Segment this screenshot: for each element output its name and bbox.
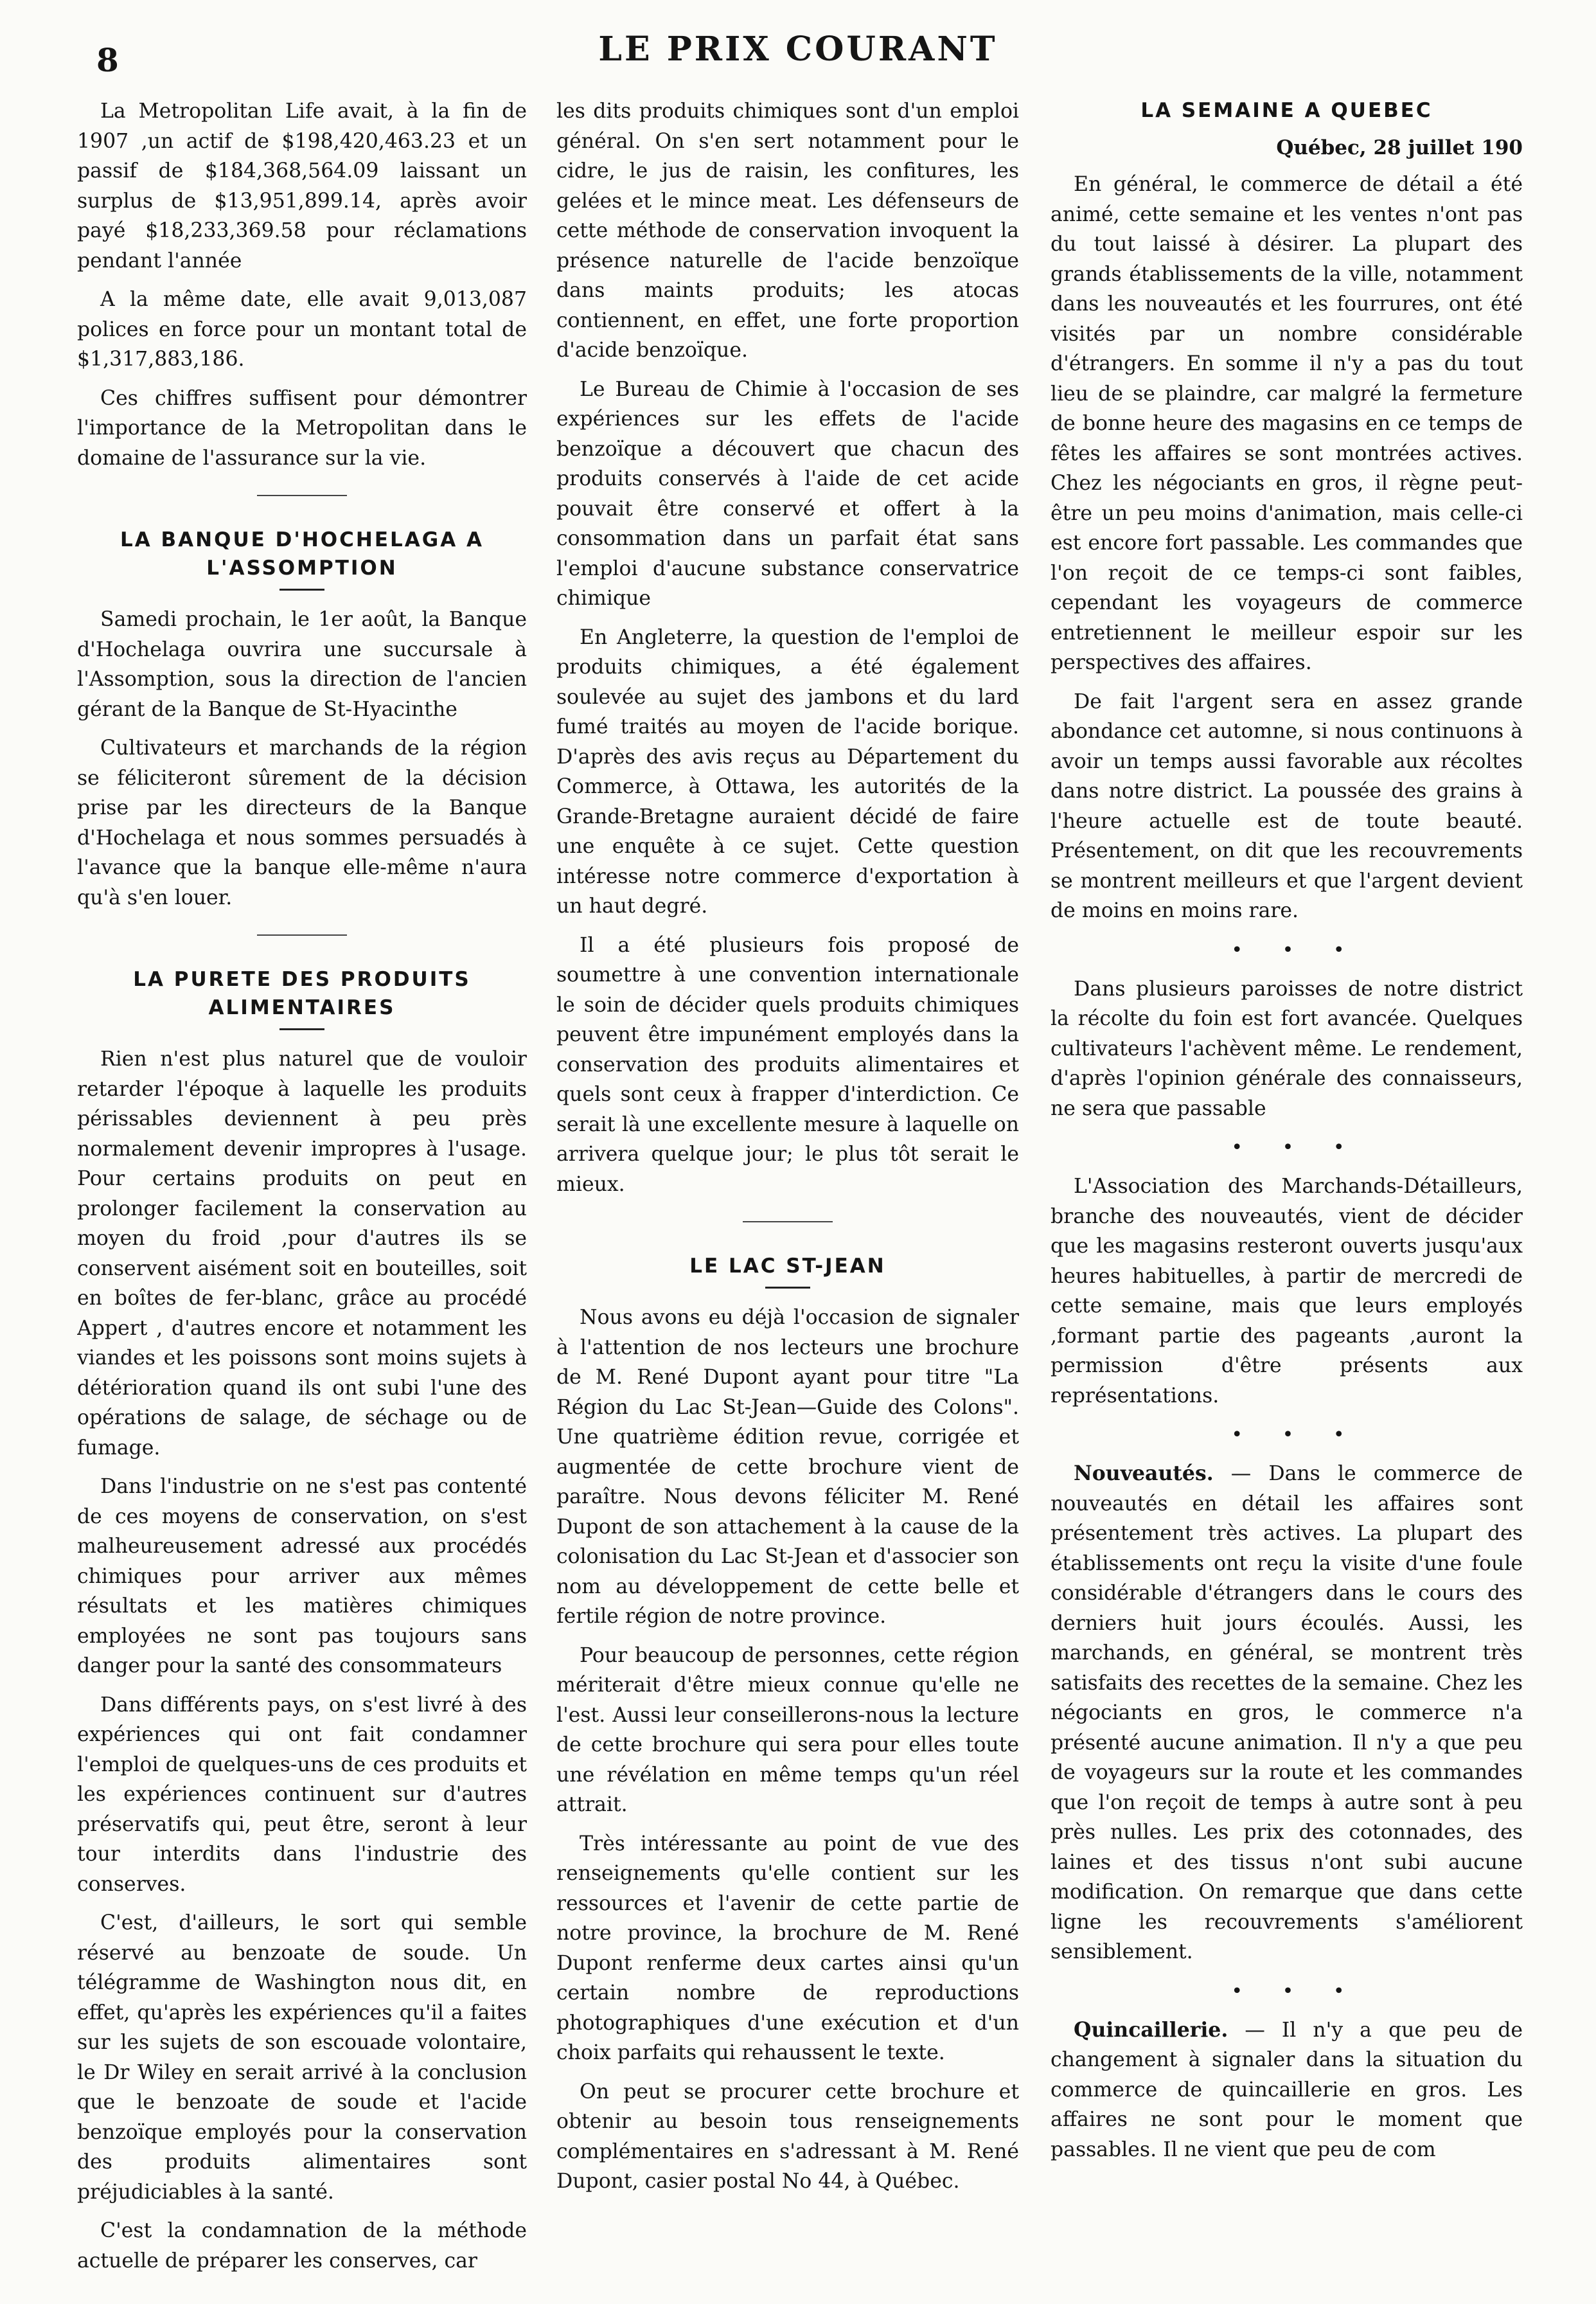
article-paragraph: L'Association des Marchands-Détailleurs, branche des nouveautés, vient de décider que les magasins resteront ouverts jusqu'aux heures habituelles, à partir de mercredi de cette semaine, mais que leurs employés ,formant partie des pageants ,auront la permission d'être présents aux représentations.	[1051, 1175, 1523, 1407]
paragraph-text: — Il n'y a que peu de changement à signaler dans la situation du commerce de quincaillerie en gros. Les affaires ne sont pour le moment que passables. Il ne vient que peu de com	[1051, 2018, 1523, 2161]
headline-purete-produits: LA PURETE DES PRODUITS ALIMENTAIRES	[133, 968, 471, 1019]
article-paragraph-quincaillerie	[1051, 2015, 1523, 2165]
paragraph-text: — Dans le commerce de nouveautés en détail les affaires sont présentement très actives. La plupart des établissements ont reçu la visite d'une foule considérable d'étrangers dans le cours des derniers huit jours écoulés. Aussi, les marchands, en général, se montrent très satisfaits des recettes de la semaine. Chez les négociants en gros, le commerce n'a présenté aucune animation. Il n'y a que peu de voyageurs sur la route et les commandes que l'on reçoit de temps à autre sont à peu près nulles. Les prix des cotonnades, des laines et des tissus n'ont subi aucune modification. On remarque que dans cette ligne les recouvrements s'améliorent sensiblement.	[1051, 1462, 1523, 1963]
article-paragraph: A la même date, elle avait 9,013,087 polices en force pour un montant total de $1,317,883,186.	[77, 288, 527, 371]
article-paragraph: On peut se procurer cette brochure et obtenir au besoin tous renseignements complémentaires en s'adressant à M. René Dupont, casier postal No 44, à Québec.	[556, 2080, 1019, 2193]
headline-rule	[765, 1287, 810, 1289]
section-divider	[743, 1221, 833, 1222]
section-separator-dots: • • •	[1231, 1979, 1361, 2003]
article-paragraph: De fait l'argent sera en assez grande abondance cet automne, si nous continuons à avoir un temps aussi favorable aux récoltes dans notre district. La poussée des grains à l'heure actuelle est de toute beauté. Présentement, on dit que les recouvrements se montrent meilleurs et que l'argent devient de moins en moins rare.	[1051, 690, 1523, 922]
article-paragraph: Samedi prochain, le 1er août, la Banque d'Hochelaga ouvrira une succursale à l'Assomption, sous la direction de l'ancien gérant de la Banque de St-Hyacinthe	[77, 608, 527, 721]
dateline: Québec, 28 juillet 190	[1276, 136, 1523, 159]
article-paragraph: Ces chiffres suffisent pour démontrer l'importance de la Metropolitan dans le domaine de l'assurance sur la vie.	[77, 386, 527, 470]
lead-word-nouveautes: Nouveautés.	[1074, 1461, 1214, 1485]
page-number: 8	[96, 41, 119, 79]
section-separator-dots: • • •	[1231, 1424, 1361, 1446]
article-paragraph-nouveautes	[1051, 1459, 1523, 1967]
headline-banque-hochelaga: LA BANQUE D'HOCHELAGA A L'ASSOMPTION	[120, 528, 484, 580]
headline-rule	[279, 1028, 324, 1030]
article-paragraph: Le Bureau de Chimie à l'occasion de ses expériences sur les effets de l'acide benzoïque a découvert que chacun des produits conservés à l'aide de cet acide pouvait être conservé et offert à la consommation dans un parfait état sans l'emploi d'aucune substance conservatrice chimique	[556, 377, 1019, 610]
article-paragraph: En général, le commerce de détail a été animé, cette semaine et les ventes n'ont pas du tout laissé à désirer. La plupart des grands établissements de la ville, notamment dans les nouveautés et les fourrures, ont été visités par un nombre considérable d'étrangers. En somme il n'y a pas du tout lieu de se plaindre, car malgré la fermeture de bonne heure des magasins en ce temps de fêtes les affaires se sont montrées actives. Chez les négociants en gros, il règne peut-être un peu moins d'animation, mais celle-ci est encore fort passable. Les commandes que l'on reçoit de ce temps-ci sont faibles, cependant les voyageurs de commerce entretiennent le meilleur espoir sur les perspectives des affaires.	[1051, 173, 1523, 674]
article-paragraph: Dans plusieurs paroisses de notre district la récolte du foin est fort avancée. Quelques cultivateurs l'achèvent même. Le rendement, d'après l'opinion générale des connaisseurs, ne sera que passable	[1051, 977, 1523, 1120]
column-left	[77, 96, 527, 2282]
article-paragraph: Nous avons eu déjà l'occasion de signaler à l'attention de nos lecteurs une brochure de M. René Dupont ayant pour titre "La Région du Lac St-Jean—Guide des Colons". Une quatrième édition revue, corrigée et augmentée de cette brochure vient de paraître. Nous devons féliciter M. René Dupont de son attachement à la cause de la colonisation du Lac St-Jean et d'associer son nom au développement de cette belle et fertile région de notre province.	[556, 1306, 1019, 1628]
article-paragraph: les dits produits chimiques sont d'un emploi général. On s'en sert notamment pour le cidre, le jus de raisin, les confitures, les gelées et le mince meat. Les défenseurs de cette méthode de conservation invoquent la présence naturelle de l'acide benzoïque dans maints produits; les atocas contiennent, en effet, une forte proportion d'acide benzoïque.	[556, 100, 1019, 362]
article-paragraph: C'est la condamnation de la méthode actuelle de préparer les conserves, car	[77, 2219, 527, 2273]
article-paragraph: La Metropolitan Life avait, à la fin de 1907 ,un actif de $198,420,463.23 et un passif de $184,368,564.09 laissant un surplus de $13,951,899.14, après avoir payé $18,233,369.58 pour réclamations pendant l'année	[77, 100, 527, 272]
section-separator-dots: • • •	[1231, 1136, 1361, 1159]
article-paragraph: Pour beaucoup de personnes, cette région mériterait d'être mieux connue qu'elle ne l'est. Aussi leur conseillerons-nous la lecture de cette brochure qui sera pour elles toute une révélation en même temps qu'un réel attrait.	[556, 1643, 1019, 1816]
article-paragraph: Il a été plusieurs fois proposé de soumettre à une convention internationale le soin de décider quels produits chimiques peuvent être impunément employés dans la conservation des produits alimentaires et quels sont ceux à frapper d'interdiction. Ce serait là une excellente mesure à laquelle on arrivera quelque jour; le plus tôt serait le mieux.	[556, 933, 1019, 1196]
column-middle	[556, 96, 1019, 2282]
headline-lac-st-jean: LE LAC ST-JEAN	[689, 1255, 886, 1278]
article-paragraph: C'est, d'ailleurs, le sort qui semble réservé au benzoate de soude. Un télégramme de Washington nous dit, en effet, qu'après les expériences qu'il a faites sur les sujets de son escouade volontaire, le Dr Wiley en serait arrivé à la conclusion que le benzoate de soude et l'acide benzoïque employés pour la conservation des produits alimentaires sont préjudiciables à la santé.	[77, 1911, 527, 2204]
article-paragraph: En Angleterre, la question de l'emploi de produits chimiques, a été également soulevée au sujet des jambons et du lard fumé traités au moyen de l'acide borique. D'après des avis reçus au Département du Commerce, à Ottawa, les autorités de la Grande-Bretagne auraient décidé de faire une enquête à ce sujet. Cette question intéresse notre commerce d'exportation à un haut degré.	[556, 625, 1019, 918]
article-paragraph: Cultivateurs et marchands de la région se féliciteront sûrement de la décision prise par les directeurs de la Banque d'Hochelaga et nous sommes persuadés à l'avance que la banque elle-même n'aura qu'à s'en louer.	[77, 737, 527, 909]
masthead-title: LE PRIX COURANT	[598, 30, 998, 69]
article-paragraph: Très intéressante au point de vue des renseignements qu'elle contient sur les ressources et l'avenir de cette partie de notre province, la brochure de M. René Dupont renferme deux cartes ainsi qu'un certain nombre de reproductions photographiques d'une exécution et d'un choix parfaits qui rehaussent le texte.	[556, 1832, 1019, 2064]
article-paragraph: Dans l'industrie on ne s'est pas contenté de ces moyens de conservation, on s'est malheureusement adressé aux procédés chimiques pour arriver aux mêmes résultats et les matières chimiques employées ne sont pas toujours sans danger pour la santé des consommateurs	[77, 1475, 527, 1677]
section-separator-dots: • • •	[1231, 938, 1361, 961]
article-paragraph: Rien n'est plus naturel que de vouloir retarder l'époque à laquelle les produits périssables deviennent à peu près normalement devenir impropres à l'usage. Pour certains produits on peut en prolonger facilement la conservation au moyen du froid ,pour d'autres ils se conservent aisément soit en bouteilles, soit en boîtes de fer-blanc, grâce au procédé Appert , d'autres encore et notamment les viandes et les poissons sont moins sujets à détérioration quand ils ont subi l'une des opérations de salage, de séchage ou de fumage.	[77, 1048, 527, 1460]
headline-rule	[279, 589, 324, 591]
article-paragraph: Dans différents pays, on s'est livré à des expériences qui ont fait condamner l'emploi de quelques-uns de ces produits et les expériences continuent sur d'autres préservatifs qui, peut être, seront à leur tour interdits dans l'industrie des conserves.	[77, 1693, 527, 1896]
lead-word-quincaillerie: Quincaillerie.	[1074, 2017, 1228, 2042]
headline-semaine-quebec: LA SEMAINE A QUEBEC	[1140, 99, 1433, 122]
section-divider	[257, 495, 347, 496]
column-right	[1051, 96, 1523, 2282]
section-divider	[257, 934, 347, 936]
